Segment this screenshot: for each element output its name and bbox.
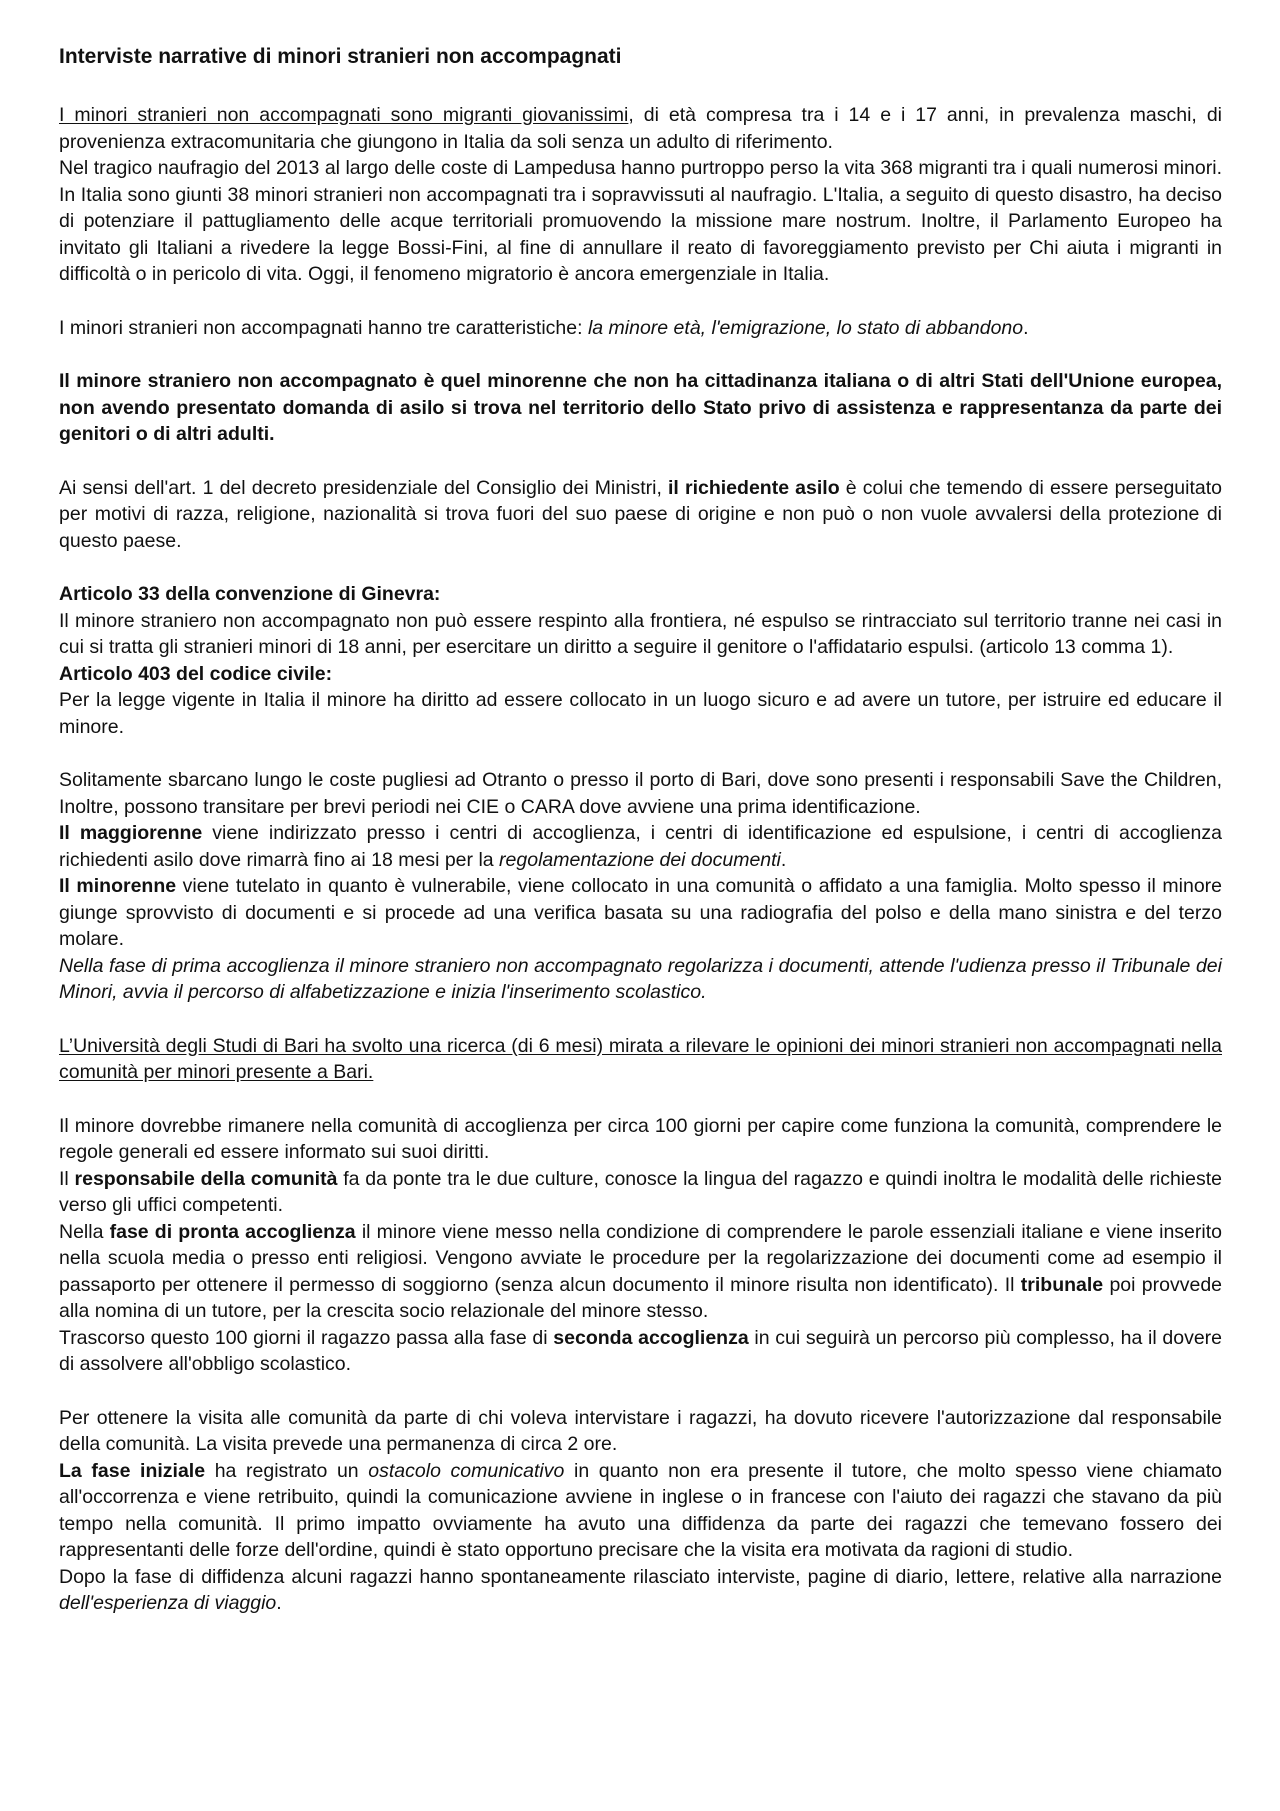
pronta-accoglienza-paragraph: Nella fase di pronta accoglienza il minore viene messo nella condizione di comprendere le parole essenziali italiane e viene inserito nella scuola media o presso enti religiosi. Vengono avviate le procedure per la regolarizzazione dei documenti come ad esempio il passaporto per ottenere il permesso di soggiorno (senza alcun documento il minore risulta non identificato). Il tribunale poi provvede alla nomina di un tutore, per la crescita socio relazionale del minore stesso. [59,1220,1223,1322]
responsabile-paragraph: Il responsabile della comunità fa da ponte tra le due culture, conosce la lingua del ragazzo e quindi inoltra le modalità delle richieste verso gli uffici competenti. [59,1167,1223,1216]
document-title: Interviste narrative di minori stranieri non accompagnati [59,45,622,68]
naufragio-paragraph: Nel tragico naufragio del 2013 al largo delle coste di Lampedusa hanno purtroppo perso la vita 368 migranti tra i quali numerosi minori. In Italia sono giunti 38 minori stranieri non accompagnati tra i sopravvissuti al naufragio. L'Italia, a seguito di questo disastro, ha deciso di potenziare il pattugliamento delle acque territoriali promuovendo la missione mare nostrum. Inoltre, il Parlamento Europeo ha invitato gli Italiani a rivedere la legge Bossi-Fini, al fine di annullare il reato di favoreggiamento previsto per Chi aiuta i migranti in difficoltà o in pericolo di vita. Oggi, il fenomeno migratorio è ancora emergenziale in Italia. [59,157,1222,285]
intro-paragraph: I minori stranieri non accompagnati sono migranti giovanissimi, di età compresa tra i 14 e i 17 anni, in prevalenza maschi, di provenienza extracomunitaria che giungono in Italia da soli senza un adulto di riferimento. [59,104,1222,153]
universita-paragraph: L’Università degli Studi di Bari ha svolto una ricerca (di 6 mesi) mirata a rilevare le opinioni dei minori stranieri non accompagnati nella comunità per minori presente a Bari. [59,1034,1222,1083]
document-page [59,43,1222,1617]
art403-heading: Articolo 403 del codice civile: [59,662,333,685]
sbarco-paragraph: Solitamente sbarcano lungo le coste pugliesi ad Otranto o presso il porto di Bari, dove sono presenti i responsabili Save the Children, Inoltre, possono transitare per brevi periodi nei CIE o CARA dove avviene una prima identificazione. [59,769,1222,818]
seconda-accoglienza-paragraph: Trascorso questo 100 giorni il ragazzo passa alla fase di seconda accoglienza in cui seguirà un percorso più complesso, ha il dovere di assolvere all'obbligo scolastico. [59,1326,1222,1375]
visita-paragraph: Per ottenere la visita alle comunità da parte di chi voleva intervistare i ragazzi, ha dovuto ricevere l'autorizzazione dal responsabile della comunità. La visita prevede una permanenza di circa 2 ore. [59,1406,1222,1455]
art403-text: Per la legge vigente in Italia il minore ha diritto ad essere collocato in un luogo sicuro e ad avere un tutore, per istruire ed educare il minore. [59,689,1222,738]
art33-heading: Articolo 33 della convenzione di Ginevra: [59,583,441,605]
minorenne-paragraph: Il minorenne viene tutelato in quanto è vulnerabile, viene collocato in una comunità o affidato a una famiglia. Molto spesso il minore giunge sprovvisto di documenti e si procede ad una verifica basata su una radiografia del polso e della mano sinistra e del terzo molare. [59,875,1223,950]
diffidenza-paragraph: Dopo la fase di diffidenza alcuni ragazzi hanno spontaneamente rilasciato interviste, pagine di diario, lettere, relative alla narrazione dell'esperienza di viaggio. [59,1565,1222,1614]
intro-underlined-text: I minori stranieri non accompagnati sono migranti giovanissimi [59,104,629,126]
fase-iniziale-paragraph: La fase iniziale ha registrato un ostacolo comunicativo in quanto non era presente il tutore, che molto spesso viene chiamato all'occorrenza e viene retribuito, quindi la comunicazione avviene in inglese o in francese con l'aiuto dei ragazzi che stavano da più tempo nella comunità. Il primo impatto ovviamente ha avuto una diffidenza da parte dei ragazzi che temevano fossero dei rappresentanti delle forze dell'ordine, quindi è stato opportuno precisare che la visita era motivata da ragioni di studio. [59,1459,1222,1561]
cento-giorni-paragraph: Il minore dovrebbe rimanere nella comunità di accoglienza per circa 100 giorni per capire come funziona la comunità, comprendere le regole generali ed essere informato sui suoi diritti. [59,1114,1222,1163]
art33-text: Il minore straniero non accompagnato non può essere respinto alla frontiera, né espulso se rintracciato sul territorio tranne nei casi in cui si tratta gli stranieri minori di 18 anni, per esercitare un diritto a seguire il genitore o l'affidatario espulsi. (articolo 13 comma 1). [59,609,1222,658]
caratteristiche-paragraph: I minori stranieri non accompagnati hanno tre caratteristiche: la minore età, l'emigrazione, lo stato di abbandono. [59,316,1029,339]
asilo-paragraph: Ai sensi dell'art. 1 del decreto presidenziale del Consiglio dei Ministri, il richiedente asilo è colui che temendo di essere perseguitato per motivi di razza, religione, nazionalità si trova fuori del suo paese di origine e non può o non vuole avvalersi della protezione di questo paese. [59,476,1222,552]
maggiorenne-paragraph: Il maggiorenne viene indirizzato presso i centri di accoglienza, i centri di identificazione ed espulsione, i centri di accoglienza richiedenti asilo dove rimarrà fino ai 18 mesi per la regolamentazione dei documenti. [59,822,1222,871]
prima-accoglienza-paragraph: Nella fase di prima accoglienza il minore straniero non accompagnato regolarizza i documenti, attende l'udienza presso il Tribunale dei Minori, avvia il percorso di alfabetizzazione e inizia l'inserimento scolastico. [59,954,1222,1003]
definizione-paragraph: Il minore straniero non accompagnato è quel minorenne che non ha cittadinanza italiana o di altri Stati dell'Unione europea, non avendo presentato domanda di asilo si trova nel territorio dello Stato privo di assistenza e rappresentanza da parte dei genitori o di altri adulti. [59,370,1222,445]
